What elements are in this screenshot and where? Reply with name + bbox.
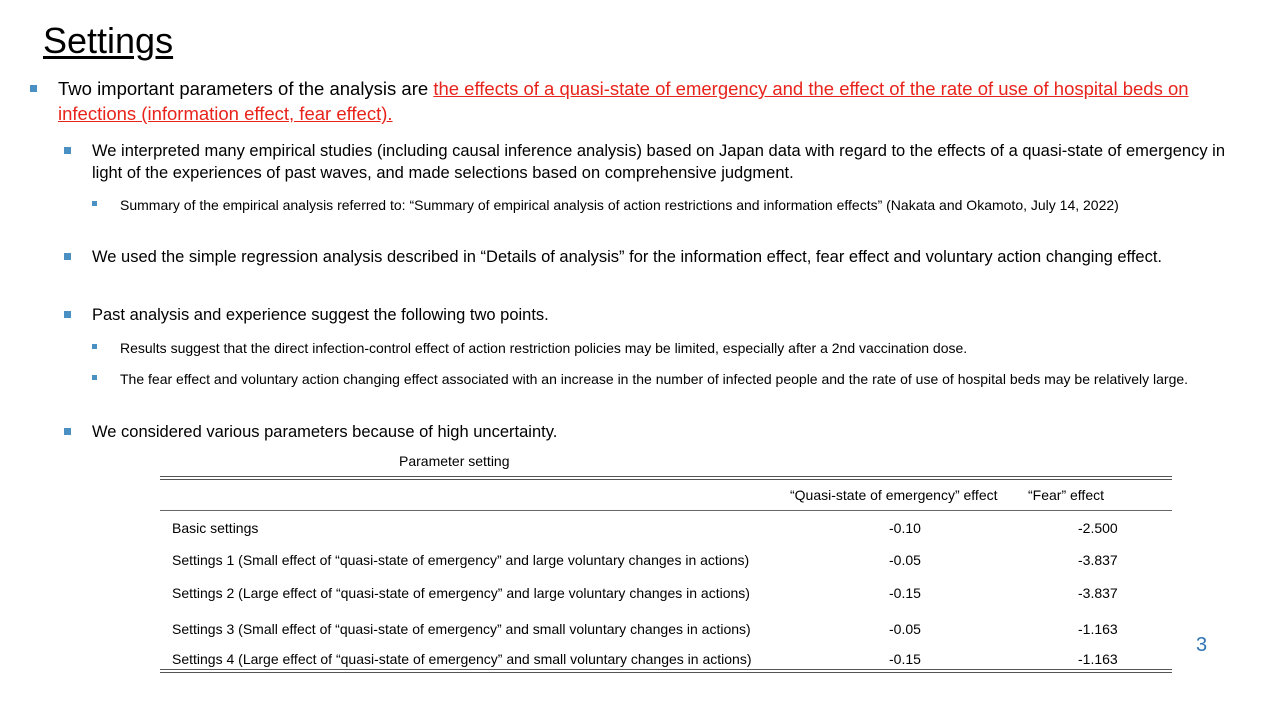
bullet-regression-analysis: We used the simple regression analysis described in “Details of analysis” for the information effect, fear effect and voluntary action changing effect.	[92, 248, 1163, 266]
bullet-results-suggest: Results suggest that the direct infection-control effect of action restriction policies may be limited, especially after a 2nd vaccination dose.	[120, 340, 968, 356]
row-label: Settings 2 (Large effect of “quasi-state of emergency” and large voluntary changes in actions)	[172, 585, 750, 601]
bullet-marker	[64, 147, 71, 154]
highlighted-parameters-text: the effects of a quasi-state of emergency and the effect of the rate of use of hospital beds on infections (information effect, fear effect).	[58, 78, 1189, 124]
row-label: Settings 4 (Large effect of “quasi-state of emergency” and small voluntary changes in actions)	[172, 651, 752, 667]
row-emergency-value: -0.15	[889, 585, 921, 601]
row-fear-value: -3.837	[1078, 585, 1118, 601]
bullet-marker	[30, 85, 37, 92]
bullet-various-parameters: We considered various parameters because of high uncertainty.	[92, 423, 558, 441]
bullet-marker	[92, 201, 97, 206]
page-number: 3	[1196, 634, 1208, 656]
bullet-marker	[92, 375, 97, 380]
bullet-past-analysis: Past analysis and experience suggest the following two points.	[92, 306, 549, 324]
table-caption: Parameter setting	[399, 453, 510, 469]
table-top-rule	[160, 476, 1172, 480]
row-fear-value: -2.500	[1078, 520, 1118, 536]
bullet-main-parameters	[58, 76, 1218, 126]
row-emergency-value: -0.05	[889, 552, 921, 568]
row-label: Settings 1 (Small effect of “quasi-state of emergency” and large voluntary changes in actions)	[172, 552, 750, 568]
bullet-text: Two important parameters of the analysis are	[58, 78, 434, 99]
bullet-marker	[64, 253, 71, 260]
header-cell-emergency-effect: “Quasi-state of emergency” effect	[790, 487, 998, 503]
bullet-marker	[92, 344, 97, 349]
row-label: Settings 3 (Small effect of “quasi-state of emergency” and small voluntary changes in actions)	[172, 621, 751, 637]
row-emergency-value: -0.05	[889, 621, 921, 637]
row-emergency-value: -0.10	[889, 520, 921, 536]
bullet-marker	[64, 428, 71, 435]
bullet-empirical-studies: We interpreted many empirical studies (including causal inference analysis) based on Japan data with regard to the effects of a quasi-state of emergency in light of the experiences of past waves, and made selections based on comprehensive judgment.	[92, 142, 1226, 182]
row-label: Basic settings	[172, 520, 259, 536]
header-cell-fear-effect: “Fear” effect	[1028, 487, 1104, 503]
table-bottom-rule	[160, 669, 1172, 673]
page-title: Settings	[43, 20, 174, 61]
header-rule	[160, 510, 1172, 511]
bullet-marker	[64, 311, 71, 318]
row-fear-value: -1.163	[1078, 651, 1118, 667]
row-emergency-value: -0.15	[889, 651, 921, 667]
row-fear-value: -3.837	[1078, 552, 1118, 568]
bullet-summary-reference: Summary of the empirical analysis referred to: “Summary of empirical analysis of action restrictions and information effects” (Nakata and Okamoto, July 14, 2022)	[120, 197, 1119, 213]
bullet-fear-effect: The fear effect and voluntary action changing effect associated with an increase in the number of infected people and the rate of use of hospital beds may be relatively large.	[120, 371, 1189, 387]
row-fear-value: -1.163	[1078, 621, 1118, 637]
